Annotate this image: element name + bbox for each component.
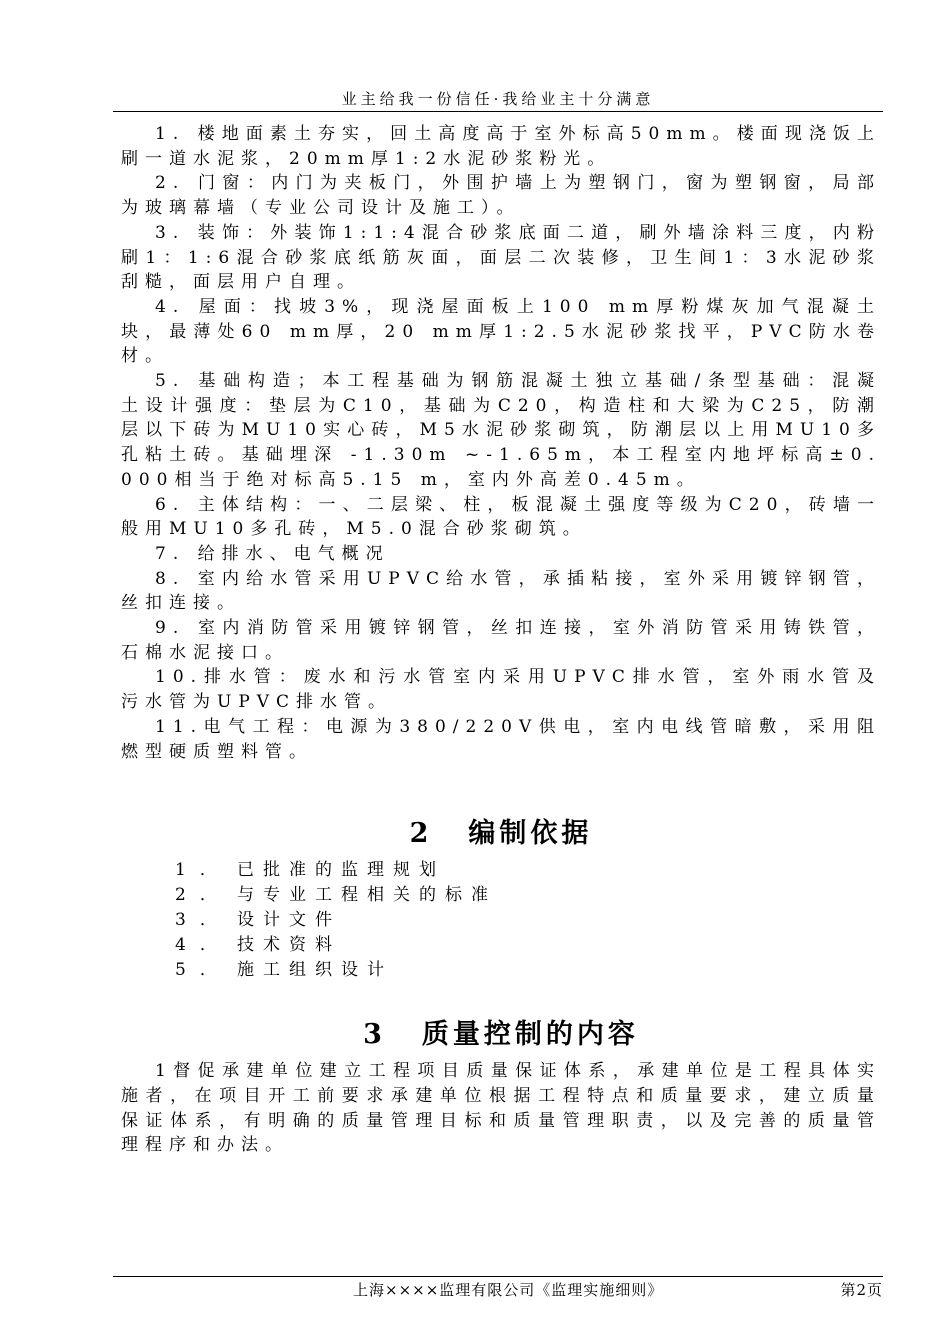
list-item-number: 1． <box>175 860 231 881</box>
paragraph-roof: 4. 屋面：找坡3%，现浇屋面板上100 mm厚粉煤灰加气混凝土块，最薄处60 mm厚，20 mm厚1:2.5水泥砂浆找平，PVC防水卷材。 <box>121 296 881 367</box>
paragraph-doors-windows: 2. 门窗：内门为夹板门，外围护墙上为塑钢门，窗为塑钢窗，局部为玻璃幕墙（专业公司设计及施工）。 <box>121 173 881 219</box>
section-2-number: 2 <box>409 818 433 850</box>
basis-list <box>121 858 881 983</box>
paragraph-electrical: 11.电气工程：电源为380/220V供电，室内电线管暗敷，采用阻燃型硬质塑料管。 <box>121 716 881 762</box>
paragraph-main-structure: 6. 主体结构：一、二层梁、柱，板混凝土强度等级为C20，砖墙一般用MU10多孔砖，M5.0混合砂浆砌筑。 <box>121 494 881 540</box>
list-item-number: 3． <box>175 910 231 931</box>
list-item-text: 施工组织设计 <box>237 960 393 981</box>
paragraph-fire-pipe: 9. 室内消防管采用镀锌钢管，丝扣连接，室外消防管采用铸铁管，石棉水泥接口。 <box>121 618 881 663</box>
section-3-quality-control <box>121 1011 881 1158</box>
list-item <box>175 908 881 933</box>
paragraph-foundation: 5. 基础构造；本工程基础为钢筋混凝土独立基础/条型基础：混凝土设计强度：垫层为C10，基础为C20，构造柱和大梁为C25，防潮层以下砖为MU10实心砖，M5水泥砂浆砌筑，防潮层以上用MU10多孔粘土砖。基础埋深 -1.30m ~-1.65m，本工程室内地坪标高±0.000相当于绝对标高5.15 m，室内外高差0.45m。 <box>121 371 881 490</box>
paragraph-quality-system: 1督促承建单位建立工程项目质量保证体系，承建单位是工程具体实施者，在项目开工前要求承建单位根据工程特点和质量要求，建立质量保证体系，有明确的质量管理目标和质量管理职责，以及完善的质量管理程序和办法。 <box>121 1061 881 1156</box>
footer-divider <box>113 1276 883 1277</box>
section-2-basis <box>121 810 881 983</box>
page-header: 业主给我一份信任·我给业主十分满意 <box>341 90 655 108</box>
section-1-overview <box>121 122 881 764</box>
list-item-number: 4． <box>175 935 231 956</box>
section-3-number: 3 <box>363 1019 386 1051</box>
list-item <box>175 883 881 908</box>
list-item <box>175 933 881 958</box>
document-body <box>121 122 881 1158</box>
section-3-heading <box>121 1011 881 1059</box>
section-3-title: 质量控制的内容 <box>421 1019 639 1051</box>
paragraph-floor: 1. 楼地面素土夯实，回土高度高于室外标高50mm。楼面现浇饭上刷一道水泥浆，20mm厚1:2水泥砂浆粉光。 <box>121 124 881 169</box>
list-item <box>175 958 881 983</box>
paragraph-plumbing-electric: 7. 给排水、电气概况 <box>155 543 390 564</box>
list-item-text: 已批准的监理规划 <box>237 860 445 881</box>
footer-company: 上海××××监理有限公司《监理实施细则》 <box>353 1281 664 1299</box>
list-item-number: 2． <box>175 885 231 906</box>
paragraph-drainage: 10.排水管：废水和污水管室内采用UPVC排水管，室外雨水管及污水管为UPVC排水管。 <box>121 667 881 713</box>
list-item <box>175 858 881 883</box>
paragraph-decoration: 3. 装饰：外装饰1:1:4混合砂浆底面二道，刷外墙涂料三度，内粉刷1：1:6混合砂浆底纸筋灰面，面层二次装修，卫生间1：3水泥砂浆刮糙，面层用户自理。 <box>121 222 881 293</box>
list-item-text: 技术资料 <box>237 935 341 956</box>
section-2-heading <box>121 810 881 858</box>
list-item-text: 设计文件 <box>237 910 341 931</box>
paragraph-water-supply: 8. 室内给水管采用UPVC给水管，承插粘接，室外采用镀锌钢管，丝扣连接。 <box>121 568 881 614</box>
section-2-title: 编制依据 <box>468 818 593 850</box>
page-number: 第2页 <box>840 1281 883 1299</box>
list-item-text: 与专业工程相关的标准 <box>237 885 497 906</box>
header-divider <box>113 111 883 112</box>
list-item-number: 5． <box>175 960 231 981</box>
